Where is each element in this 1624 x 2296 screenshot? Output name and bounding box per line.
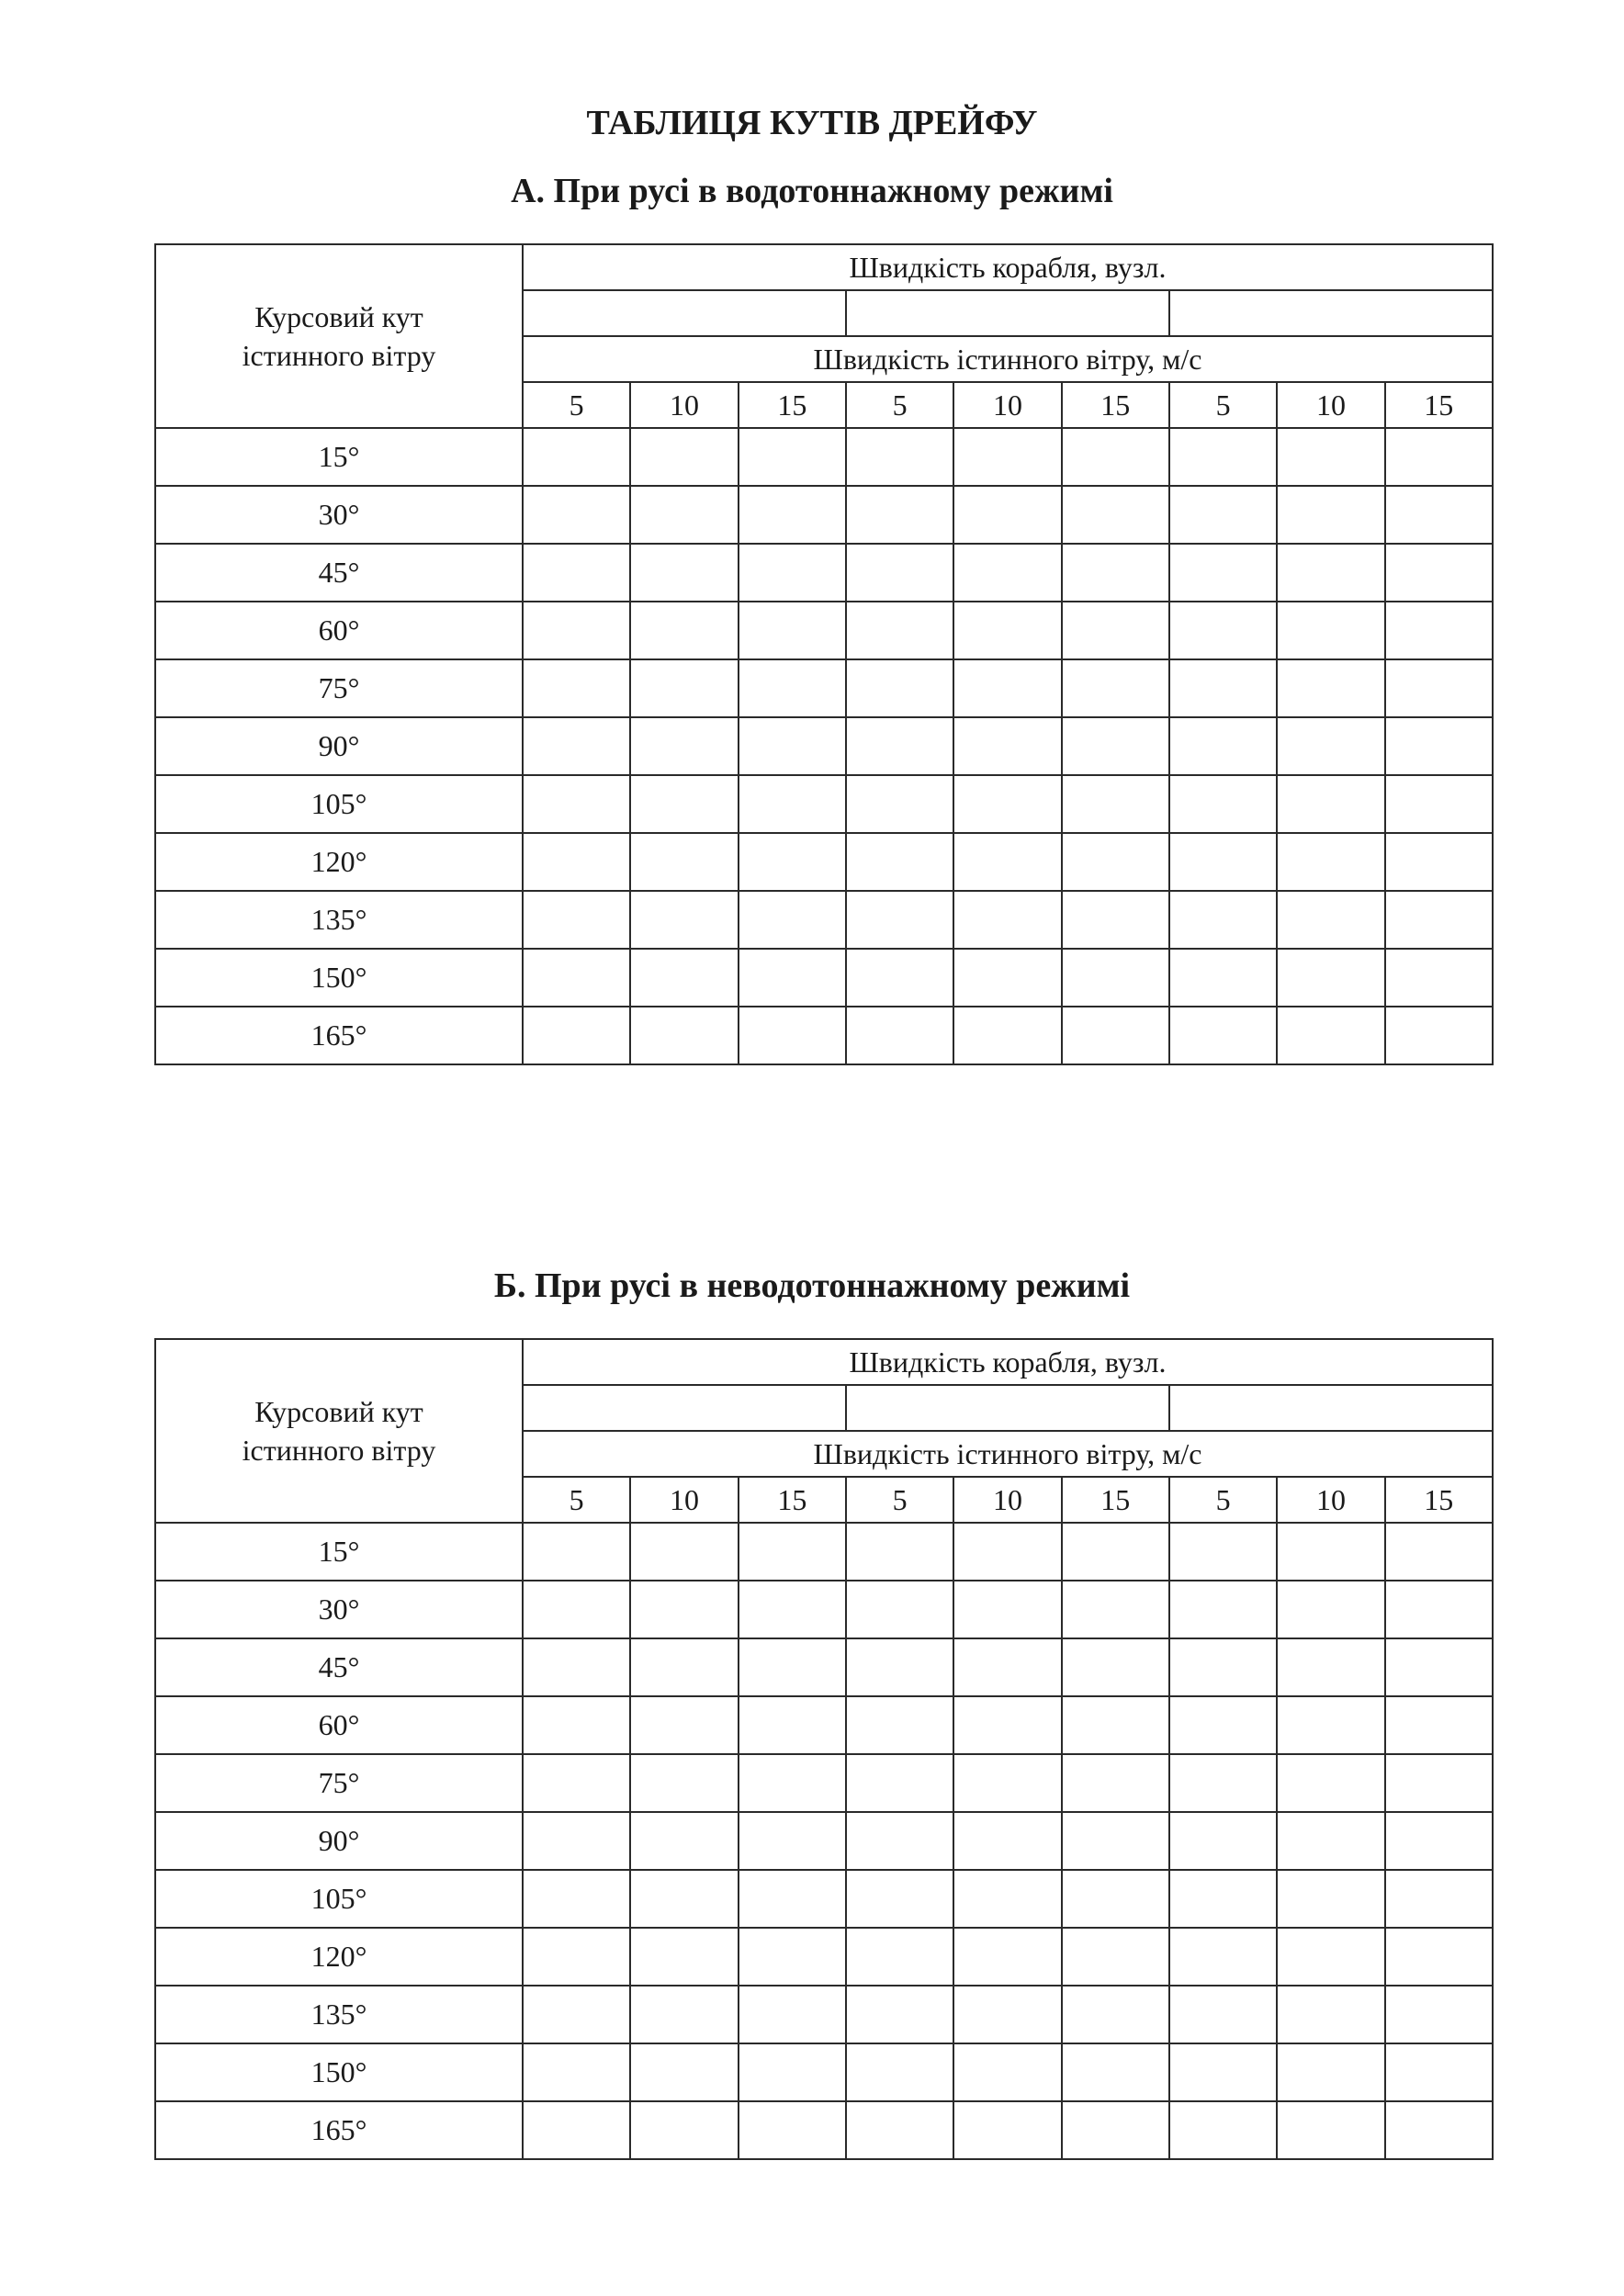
angle-label: 90° [155,1812,523,1870]
corner-header-line2: істинного вітру [242,1434,436,1467]
drift-angle-cell[interactable] [846,1812,953,1870]
angle-label: 60° [155,1696,523,1754]
table-row [155,891,1493,949]
drift-angle-cell[interactable] [846,1581,953,1638]
drift-angle-cell[interactable] [1169,833,1277,891]
drift-angle-cell[interactable] [1385,833,1493,891]
drift-angle-cell[interactable] [1062,1696,1169,1754]
drift-angle-cell[interactable] [1385,659,1493,717]
drift-table-b [154,1338,1494,2160]
drift-angle-cell[interactable] [1277,2043,1384,2101]
table-row [155,544,1493,602]
drift-angle-cell[interactable] [846,1523,953,1581]
corner-header-line2: істинного вітру [242,339,436,372]
wind-speed-value: 5 [1169,1477,1277,1523]
drift-angle-cell[interactable] [1169,486,1277,544]
drift-angle-cell[interactable] [1277,486,1384,544]
wind-speed-value: 5 [846,382,953,428]
drift-angle-cell[interactable] [1385,486,1493,544]
drift-angle-cell[interactable] [1277,833,1384,891]
drift-angle-cell[interactable] [630,1696,738,1754]
drift-angle-cell[interactable] [1277,1986,1384,2043]
angle-label: 150° [155,949,523,1007]
wind-speed-value: 15 [1385,1477,1493,1523]
drift-angle-cell[interactable] [523,1812,630,1870]
drift-angle-cell[interactable] [1062,486,1169,544]
wind-speed-value: 5 [523,382,630,428]
drift-angle-cell[interactable] [1062,891,1169,949]
drift-angle-cell[interactable] [1169,659,1277,717]
drift-angle-cell[interactable] [1062,1870,1169,1928]
drift-angle-cell[interactable] [739,544,846,602]
drift-angle-cell[interactable] [953,1812,1061,1870]
drift-angle-cell[interactable] [1385,2043,1493,2101]
drift-angle-cell[interactable] [1062,428,1169,486]
drift-angle-cell[interactable] [1062,1812,1169,1870]
drift-angle-cell[interactable] [1385,602,1493,659]
drift-angle-cell[interactable] [1277,602,1384,659]
drift-angle-cell[interactable] [1169,1754,1277,1812]
drift-angle-cell[interactable] [1169,1638,1277,1696]
drift-angle-cell[interactable] [846,1754,953,1812]
table-row [155,833,1493,891]
table-row [155,1581,1493,1638]
drift-angle-cell[interactable] [630,544,738,602]
drift-angle-cell[interactable] [1169,949,1277,1007]
table-row [155,1986,1493,2043]
drift-angle-cell[interactable] [953,1007,1061,1064]
drift-angle-cell[interactable] [1385,544,1493,602]
drift-angle-cell[interactable] [630,2043,738,2101]
table-row [155,659,1493,717]
drift-angle-cell[interactable] [846,833,953,891]
drift-angle-cell[interactable] [953,486,1061,544]
drift-angle-cell[interactable] [1385,1986,1493,2043]
drift-angle-cell[interactable] [523,1870,630,1928]
corner-header-line1: Курсовий кут [254,1395,423,1428]
ship-speed-cell[interactable] [1169,290,1493,336]
drift-angle-cell[interactable] [523,1007,630,1064]
drift-angle-cell[interactable] [1385,775,1493,833]
corner-header-line1: Курсовий кут [254,300,423,333]
drift-angle-cell[interactable] [523,1523,630,1581]
drift-angle-cell[interactable] [1169,428,1277,486]
drift-angle-cell[interactable] [953,659,1061,717]
drift-angle-cell[interactable] [1062,833,1169,891]
drift-angle-cell[interactable] [846,428,953,486]
drift-angle-cell[interactable] [1062,544,1169,602]
drift-angle-cell[interactable] [739,602,846,659]
drift-angle-cell[interactable] [523,2043,630,2101]
drift-angle-cell[interactable] [523,949,630,1007]
drift-angle-cell[interactable] [846,486,953,544]
table-row [155,486,1493,544]
wind-speed-value: 15 [739,382,846,428]
drift-angle-cell[interactable] [630,659,738,717]
wind-speed-header: Швидкість істинного вітру, м/с [523,336,1493,382]
angle-label: 120° [155,833,523,891]
angle-label: 165° [155,2101,523,2159]
drift-angle-cell[interactable] [630,1986,738,2043]
drift-angle-cell[interactable] [739,949,846,1007]
drift-angle-cell[interactable] [1277,1870,1384,1928]
drift-angle-cell[interactable] [1169,1986,1277,2043]
drift-angle-cell[interactable] [1169,891,1277,949]
angle-label: 45° [155,1638,523,1696]
drift-angle-cell[interactable] [953,775,1061,833]
drift-angle-cell[interactable] [630,1638,738,1696]
table-row [155,717,1493,775]
drift-angle-cell[interactable] [523,486,630,544]
drift-angle-cell[interactable] [739,659,846,717]
drift-angle-cell[interactable] [739,1696,846,1754]
drift-angle-cell[interactable] [1062,1986,1169,2043]
drift-angle-cell[interactable] [1385,1928,1493,1986]
drift-angle-cell[interactable] [630,949,738,1007]
drift-angle-cell[interactable] [523,1638,630,1696]
drift-angle-cell[interactable] [846,1696,953,1754]
drift-angle-cell[interactable] [523,428,630,486]
angle-label: 135° [155,891,523,949]
drift-angle-cell[interactable] [846,659,953,717]
drift-angle-cell[interactable] [846,949,953,1007]
drift-angle-cell[interactable] [523,1986,630,2043]
drift-angle-cell[interactable] [1385,1523,1493,1581]
drift-angle-cell[interactable] [630,2101,738,2159]
drift-angle-cell[interactable] [953,1696,1061,1754]
drift-angle-cell[interactable] [1062,1007,1169,1064]
section-b-heading: Б. При русі в неводотоннажному режимі [493,1266,1131,1305]
wind-speed-value: 10 [953,382,1061,428]
table-row [155,1696,1493,1754]
drift-angle-cell[interactable] [1385,1007,1493,1064]
drift-angle-cell[interactable] [739,891,846,949]
angle-label: 30° [155,1581,523,1638]
drift-angle-cell[interactable] [1062,775,1169,833]
drift-angle-cell[interactable] [1062,717,1169,775]
table-row [155,428,1493,486]
drift-angle-cell[interactable] [523,717,630,775]
drift-angle-cell[interactable] [523,659,630,717]
drift-angle-cell[interactable] [1062,2101,1169,2159]
drift-angle-cell[interactable] [953,1754,1061,1812]
wind-speed-value: 10 [1277,1477,1384,1523]
drift-angle-cell[interactable] [846,1928,953,1986]
drift-angle-cell[interactable] [523,1754,630,1812]
angle-label: 60° [155,602,523,659]
drift-angle-cell[interactable] [523,544,630,602]
drift-angle-cell[interactable] [953,891,1061,949]
drift-angle-cell[interactable] [1277,1696,1384,1754]
angle-label: 75° [155,659,523,717]
drift-angle-cell[interactable] [523,602,630,659]
drift-angle-cell[interactable] [953,1581,1061,1638]
drift-angle-cell[interactable] [630,1523,738,1581]
drift-angle-cell[interactable] [523,2101,630,2159]
drift-angle-cell[interactable] [1385,1581,1493,1638]
corner-header [155,1339,523,1523]
wind-speed-value: 5 [1169,382,1277,428]
drift-angle-cell[interactable] [1277,1754,1384,1812]
drift-angle-cell[interactable] [846,717,953,775]
drift-angle-cell[interactable] [630,1928,738,1986]
drift-angle-cell[interactable] [630,1007,738,1064]
drift-angle-cell[interactable] [1385,1812,1493,1870]
drift-angle-cell[interactable] [739,2043,846,2101]
drift-angle-cell[interactable] [1062,2043,1169,2101]
drift-angle-cell[interactable] [846,775,953,833]
drift-angle-cell[interactable] [523,1581,630,1638]
drift-angle-cell[interactable] [1385,717,1493,775]
drift-angle-cell[interactable] [1169,1523,1277,1581]
table-row [155,1754,1493,1812]
wind-speed-value: 15 [1062,1477,1169,1523]
drift-angle-cell[interactable] [1169,1928,1277,1986]
table-row [155,1870,1493,1928]
drift-angle-cell[interactable] [953,1986,1061,2043]
drift-angle-cell[interactable] [523,833,630,891]
drift-angle-cell[interactable] [1169,1870,1277,1928]
angle-label: 15° [155,428,523,486]
angle-label: 105° [155,1870,523,1928]
drift-angle-cell[interactable] [953,833,1061,891]
drift-angle-cell[interactable] [1277,1928,1384,1986]
angle-label: 15° [155,1523,523,1581]
table-row [155,1007,1493,1064]
drift-angle-cell[interactable] [1277,891,1384,949]
drift-angle-cell[interactable] [953,602,1061,659]
ship-speed-cell[interactable] [1169,1385,1493,1431]
drift-angle-cell[interactable] [739,1986,846,2043]
drift-angle-cell[interactable] [1169,1696,1277,1754]
table-row [155,1523,1493,1581]
wind-speed-value: 10 [630,382,738,428]
wind-speed-value: 15 [1062,382,1169,428]
drift-angle-cell[interactable] [739,717,846,775]
drift-angle-cell[interactable] [739,1928,846,1986]
drift-angle-cell[interactable] [846,891,953,949]
drift-angle-cell[interactable] [846,1986,953,2043]
drift-angle-cell[interactable] [1169,1007,1277,1064]
drift-angle-cell[interactable] [739,1638,846,1696]
drift-angle-cell[interactable] [630,486,738,544]
drift-table-a [154,243,1494,1065]
drift-angle-cell[interactable] [523,775,630,833]
angle-label: 90° [155,717,523,775]
drift-angle-cell[interactable] [739,775,846,833]
drift-angle-cell[interactable] [1385,949,1493,1007]
drift-angle-cell[interactable] [739,428,846,486]
drift-angle-cell[interactable] [1062,659,1169,717]
drift-angle-cell[interactable] [1277,717,1384,775]
drift-angle-cell[interactable] [1062,949,1169,1007]
drift-angle-cell[interactable] [630,775,738,833]
drift-angle-cell[interactable] [1385,1638,1493,1696]
table-row [155,2101,1493,2159]
drift-angle-cell[interactable] [846,2101,953,2159]
drift-angle-cell[interactable] [1062,1928,1169,1986]
drift-angle-cell[interactable] [953,2101,1061,2159]
drift-angle-cell[interactable] [630,1870,738,1928]
drift-angle-cell[interactable] [953,717,1061,775]
drift-angle-cell[interactable] [953,1928,1061,1986]
drift-angle-cell[interactable] [846,602,953,659]
drift-angle-cell[interactable] [523,891,630,949]
angle-label: 120° [155,1928,523,1986]
angle-label: 165° [155,1007,523,1064]
table-row [155,1928,1493,1986]
drift-angle-cell[interactable] [1062,1581,1169,1638]
drift-angle-cell[interactable] [1277,428,1384,486]
drift-angle-cell[interactable] [1062,602,1169,659]
drift-angle-cell[interactable] [739,1523,846,1581]
drift-angle-cell[interactable] [1169,717,1277,775]
drift-angle-cell[interactable] [953,1638,1061,1696]
wind-speed-value: 10 [630,1477,738,1523]
angle-label: 45° [155,544,523,602]
drift-angle-cell[interactable] [523,1696,630,1754]
angle-label: 75° [155,1754,523,1812]
drift-angle-cell[interactable] [1169,775,1277,833]
table-row [155,1638,1493,1696]
drift-angle-cell[interactable] [1169,2043,1277,2101]
angle-label: 150° [155,2043,523,2101]
drift-angle-cell[interactable] [846,1870,953,1928]
drift-angle-cell[interactable] [739,1007,846,1064]
drift-angle-cell[interactable] [1169,1581,1277,1638]
table-row [155,2043,1493,2101]
angle-label: 135° [155,1986,523,2043]
drift-angle-cell[interactable] [846,1007,953,1064]
drift-angle-cell[interactable] [1169,544,1277,602]
table-row [155,1812,1493,1870]
drift-angle-cell[interactable] [630,602,738,659]
ship-speed-cell[interactable] [846,290,1169,336]
drift-angle-cell[interactable] [1277,775,1384,833]
drift-angle-cell[interactable] [630,1754,738,1812]
angle-label: 30° [155,486,523,544]
drift-angle-cell[interactable] [523,1928,630,1986]
table-row [155,602,1493,659]
drift-angle-cell[interactable] [1169,2101,1277,2159]
drift-angle-cell[interactable] [630,1581,738,1638]
drift-angle-cell[interactable] [1277,1812,1384,1870]
corner-header [155,244,523,428]
drift-angle-cell[interactable] [1385,1696,1493,1754]
drift-angle-cell[interactable] [739,833,846,891]
drift-angle-cell[interactable] [953,2043,1061,2101]
drift-angle-cell[interactable] [1385,2101,1493,2159]
wind-speed-header: Швидкість істинного вітру, м/с [523,1431,1493,1477]
drift-angle-cell[interactable] [739,2101,846,2159]
drift-angle-cell[interactable] [630,428,738,486]
drift-angle-cell[interactable] [1169,1812,1277,1870]
wind-speed-value: 5 [846,1477,953,1523]
drift-angle-cell[interactable] [1062,1523,1169,1581]
section-a-heading: А. При русі в водотоннажному режимі [511,172,1113,210]
drift-angle-cell[interactable] [630,891,738,949]
drift-angle-cell[interactable] [630,717,738,775]
drift-angle-cell[interactable] [953,544,1061,602]
drift-angle-cell[interactable] [739,486,846,544]
drift-angle-cell[interactable] [953,949,1061,1007]
angle-label: 105° [155,775,523,833]
drift-angle-cell[interactable] [846,2043,953,2101]
drift-angle-cell[interactable] [1277,2101,1384,2159]
drift-angle-cell[interactable] [739,1581,846,1638]
ship-speed-cell[interactable] [523,1385,846,1431]
drift-angle-cell[interactable] [1385,428,1493,486]
table-row [155,949,1493,1007]
drift-angle-cell[interactable] [1385,1870,1493,1928]
table-row [155,775,1493,833]
ship-speed-cell[interactable] [846,1385,1169,1431]
ship-speed-header: Швидкість корабля, вузл. [523,1339,1493,1385]
drift-angle-cell[interactable] [1277,1581,1384,1638]
drift-angle-cell[interactable] [1277,1007,1384,1064]
ship-speed-cell[interactable] [523,290,846,336]
drift-angle-cell[interactable] [739,1870,846,1928]
wind-speed-value: 10 [1277,382,1384,428]
drift-angle-cell[interactable] [846,544,953,602]
drift-angle-cell[interactable] [1277,1638,1384,1696]
wind-speed-value: 15 [1385,382,1493,428]
wind-speed-value: 10 [953,1477,1061,1523]
wind-speed-value: 5 [523,1477,630,1523]
drift-angle-cell[interactable] [1062,1638,1169,1696]
drift-angle-cell[interactable] [1062,1754,1169,1812]
drift-angle-cell[interactable] [630,1812,738,1870]
drift-angle-cell[interactable] [953,1523,1061,1581]
drift-angle-cell[interactable] [953,1870,1061,1928]
drift-angle-cell[interactable] [739,1812,846,1870]
drift-angle-cell[interactable] [630,833,738,891]
drift-angle-cell[interactable] [846,1638,953,1696]
drift-angle-cell[interactable] [1277,949,1384,1007]
drift-angle-cell[interactable] [739,1754,846,1812]
drift-angle-cell[interactable] [953,428,1061,486]
drift-angle-cell[interactable] [1277,659,1384,717]
ship-speed-header: Швидкість корабля, вузл. [523,244,1493,290]
wind-speed-value: 15 [739,1477,846,1523]
drift-angle-cell[interactable] [1385,891,1493,949]
drift-angle-cell[interactable] [1385,1754,1493,1812]
drift-angle-cell[interactable] [1277,544,1384,602]
drift-angle-cell[interactable] [1277,1523,1384,1581]
drift-angle-cell[interactable] [1169,602,1277,659]
page-title: ТАБЛИЦЯ КУТІВ ДРЕЙФУ [586,104,1038,142]
